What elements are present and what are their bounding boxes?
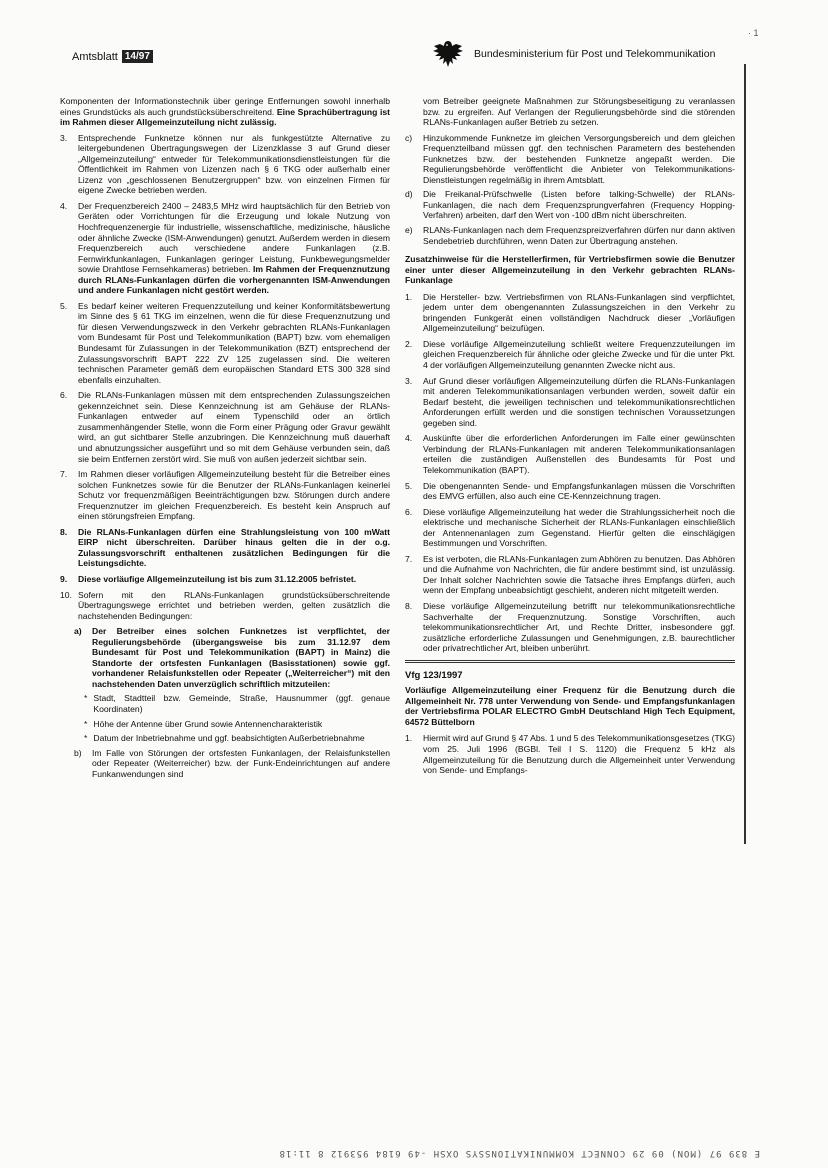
list-item: 5. Die obengenannten Sende- und Empfangsfunkanlagen müssen die Vorschriften des EMVG erfüllen, also auch eine CE-Kennzeichnung tragen. (405, 480, 735, 502)
list-item: 7. Im Rahmen dieser vorläufigen Allgemeinzuteilung besteht für die Betreiber eines solchen Funknetzes sowie für die Benutzer der RLANs-Funkanlagen keinerlei Schutz vor frequenzmäßigen Beeinträchtigungen bzw. Störungen durch andere Frequenznutzer im gleichen Frequenzbereich. Es besteht kein Anspruch auf einen störungsfreien Empfang. (60, 469, 390, 522)
left-column (60, 96, 390, 783)
sub-item-c: c) Hinzukommende Funknetze im gleichen Versorgungsbereich und dem gleichen Frequenzteilband müssen ggf. den technischen Parametern des bestehenden Funknetzes bzw. der bestehenden Funknetze angepaßt werden. Die Regulierungsbehörde veröffentlicht die Anbieter von Telekommunikations-Dienstleistungen regelmäßig in ihrem Amtsblatt. (405, 132, 735, 185)
margin-line (744, 64, 750, 844)
list-item: 8. Die RLANs-Funkanlagen dürfen eine Strahlungsleistung von 100 mWatt EIRP nicht überschreiten. Darüber hinaus gelten die in der o.g. Zulassungsvorschrift enthaltenen zusätzlichen Bedingungen für die Leistungsdichte. (60, 526, 390, 569)
list-item: 4. Der Frequenzbereich 2400 – 2483,5 MHz wird hauptsächlich für den Betrieb von Geräten oder Vorrichtungen für die Erzeugung und lokale Nutzung von Hochfrequenzenergie für industrielle, wissenschaftliche, medizinische, häusliche oder ähnliche Zwecke (ISM-Anwendungen) genutzt. Außerdem werden in diesem Frequenzbereich auch verschiedene andere Funkanlagen (z.B. Fernwirkfunkanlagen, Funkanlagen geringer Leistung, Funkbewegungsmelder sowie Drahtlose Fernsehkameras) betrieben. Im Rahmen der Frequenznutzung durch RLANs-Funkanlagen dürfen die vorhergenannten ISM-Anwendungen und andere Funkanlagen nicht gestört werden. (60, 200, 390, 296)
list-item: 6. Diese vorläufige Allgemeinzuteilung hat weder die Strahlungssicherheit noch die elektrische und mechanische Sicherheit der RLANs-Funkanlagen einschließlich der Antennenanlagen zum Gegenstand. Hierfür gelten die einschlägigen Bestimmungen und Vorschriften. (405, 506, 735, 549)
header-left (72, 50, 153, 63)
bullet-item: * Stadt, Stadtteil bzw. Gemeinde, Straße, Hausnummer (ggf. genaue Koordinaten) (84, 693, 390, 714)
list-item: 9. Diese vorläufige Allgemeinzuteilung ist bis zum 31.12.2005 befristet. (60, 573, 357, 584)
list-item: 10. Sofern mit den RLANs-Funkanlagen grundstücksüberschreitende Übertragungswege errichtet und betrieben werden, gelten zusätzlich die nachstehenden Bedingungen: (60, 589, 390, 621)
list-item: 2. Diese vorläufige Allgemeinzuteilung schließt weitere Frequenzzuteilungen im gleichen Frequenzbereich für ähnliche oder gleiche Zwecke und für die unter Pkt. 4 der vorläufigen Allgemeinzuteilung genannten Zwecke nicht aus. (405, 338, 735, 371)
decree-title: Vorläufige Allgemeinzuteilung einer Frequenz für die Benutzung durch die Allgemeinheit Nr. 778 unter Verwendung von Sende- und Empfangsfunkanlagen der Vertriebsfirma POLAR ELECTRO GmbH Deutschland High Tech Equipment, 64572 Büttelborn (405, 685, 735, 727)
list-item: 6. Die RLANs-Funkanlagen müssen mit dem entsprechenden Zulassungszeichen gekennzeichnet sein. Diese Kennzeichnung ist am Gehäuse der RLANs-Funkanlagen entweder auf einem Typenschild oder an örtlich zusammenhängender Stelle, wonn die Form einer Prägung oder Gravur gewählt wird, an gut sichtbarer Stelle anzubringen. Die Kennzeichnung muß dauerhaft und abnutzungssicher ausgeführt und so mit dem Gehäuse verbunden sein, daß sie beim Entfernen zerstört wird. Sie muß von außen jederzeit sichtbar sein. (60, 390, 390, 464)
list-item: 5. Es bedarf keiner weiteren Frequenzzuteilung und keiner Konformitätsbewertung im Sinne des § 61 TKG im einzelnen, wenn die für diese Frequenznutzung und für diesen Verwendungszweck in den Verkehr gebrachten RLANs-Funkanlagen vom Bundesamt für Post und Telekommunikation (BAPT) bzw. vom ehemaligen Bundesamt für Zulassungen in der Telekommunikation (BZT) entsprechend der Zulassungsvorschrift BAPT 222 ZV 125 zugelassen sind. Die weiteren technischen Parameter gemäß dem europäischen Standard ETS 300 328 sind ebenfalls einzuhalten. (60, 300, 390, 385)
list-item: 1. Hiermit wird auf Grund § 47 Abs. 1 und 5 des Telekommunikationsgesetzes (TKG) vom 25. Juli 1996 (BGBl. Teil I S. 1120) die Frequenz 5 kHz als Allgemeinzuteilung für die Benutzung durch die Allgemeinheit unter Verwendung von Sende- und Empfangs- (405, 733, 735, 776)
issue-badge: 14/97 (122, 50, 153, 63)
list-item: 1. Die Hersteller- bzw. Vertriebsfirmen von RLANs-Funkanlagen sind verpflichtet, jedem unter dem obengenannten Zulassungszeichen in den Verkehr zu bringenden Funkgerät einen vollständigen Nachdruck dieser „Vorläufigen Allgemeinzuteilung“ beizufügen. (405, 291, 735, 334)
continuation-paragraph: vom Betreiber geeignete Maßnahmen zur Störungsbeseitigung zu veranlassen bzw. zu ergreifen. Auf Verlangen der Regulierungsbehörde sind die störenden RLANs-Funkanlagen außer Betrieb zu setzen. (423, 96, 735, 128)
sub-item-e: e) RLANs-Funkanlagen nach dem Frequenzspreizverfahren dürfen nur dann aktiven Sendebetrieb durchführen, wenn Daten zur Übertragung anstehen. (405, 225, 735, 246)
sub-item-d: d) Die Freikanal-Prüfschwelle (Listen before talking-Schwelle) der RLANs-Funkanlagen, die nach dem Frequenzsprungverfahren (Frequency Hopping-Verfahren) arbeiten, darf den Wert von -100 dBm nicht überschreiten. (405, 189, 735, 221)
right-column (405, 96, 735, 781)
fax-header-line: E 839 97 (MON) 09 29 CONNECT KOMMUNIKATIONSSYS OXSH -49 6184 953912 8 11:18 (278, 1148, 760, 1158)
federal-eagle-icon (430, 38, 466, 70)
bullet-item: * Datum der Inbetriebnahme und ggf. beabsichtigten Außerbetriebnahme (84, 733, 365, 744)
section-title: Zusatzhinweise für die Herstellerfirmen, für Vertriebsfirmen sowie die Benutzer einer unter dieser Allgemeinzuteilung in den Verkehr gebrachten RLANs-Funkanlage (405, 254, 735, 286)
ministry-name: Bundesministerium für Post und Telekommunikation (474, 48, 716, 60)
corner-mark: · 1 (748, 28, 759, 38)
sub-item-a: a) Der Betreiber eines solchen Funknetzes ist verpflichtet, der Regulierungsbehörde (übergangsweise bis zum 31.12.97 dem Bundesamt für Post und Telekommunikation (BAPT) in Mainz) die Standorte der ortsfesten Funkanlagen (Basisstationen) sowie ggf. vorhandener Relaisfunkstellen oder Repeater („Weiterreicher“) mit den nachstehenden Daten unverzüglich schriftlich mitzuteilen: (74, 626, 390, 689)
gazette-label: Amtsblatt (72, 50, 118, 63)
decree-number: Vfg 123/1997 (405, 669, 463, 681)
sub-item-b: b) Im Falle von Störungen der ortsfesten Funkanlagen, der Relaisfunkstellen oder Repeater (Weiterreicher) bzw. der Funk-Endeinrichtungen auf andere Funkanwendungen sind (74, 747, 390, 779)
header-right (430, 38, 715, 70)
section-divider (405, 660, 735, 663)
list-item: 7. Es ist verboten, die RLANs-Funkanlagen zum Abhören zu benutzen. Das Abhören und die Aufnahme von Nachrichten, die für andere bestimmt sind, ist unzulässig. Der Inhalt solcher Nachrichten sowie die Tatsache ihres Empfangs dürfen, auch wenn der Empfang unbeabsichtigt geschieht, anderen nicht mitgeteilt werden. (405, 553, 735, 596)
bullet-item: * Höhe der Antenne über Grund sowie Antennencharakteristik (84, 718, 323, 729)
list-item: 3. Entsprechende Funknetze können nur als funkgestützte Alternative zu leitergebundenen Übertragungswegen der Lizenzklasse 3 auf Grund dieser „Allgemeinzuteilung“ entweder für Telekommunikationsdienstleistungen für die Öffentlichkeit im Rahmen von Lizenzen nach § 6 TKG oder außerhalb einer Lizenz von „geschlossenen Benutzergruppen“ bzw. von einzelnen Firmen für eigene Zwecke betrieben werden. (60, 132, 390, 196)
intro-paragraph: Komponenten der Informationstechnik über geringe Entfernungen sowohl innerhalb eines Grundstücks als auch grundstücksüberschreitend. Eine Sprachübertragung ist im Rahmen dieser Allgemeinzuteilung nicht zulässig. (60, 96, 390, 128)
list-item: 8. Diese vorläufige Allgemeinzuteilung betrifft nur telekommunikationsrechtliche Sachverhalte der Frequenznutzung. Sonstige Vorschriften, auch telekommunikationsrechtlicher Art, und Rechte Dritter, insbesondere ggf. zusätzliche erforderliche Zulassungen und Genehmigungen, z.B. baurechtlicher oder privatrechtlicher Art, bleiben unberührt. (405, 600, 735, 654)
list-item: 4. Auskünfte über die erforderlichen Anforderungen im Falle einer gewünschten Verbindung der RLANs-Funkanlagen mit anderen Telekommunikationsanlagen erteilen die zuständigen Außenstellen des Bundesamts für Post und Telekommunikation (BAPT). (405, 433, 735, 475)
list-item: 3. Auf Grund dieser vorläufigen Allgemeinzuteilung dürfen die RLANs-Funkanlagen mit anderen Telekommunikationsanlagen verbunden werden, soweit dafür ein Bedarf besteht, die jeweiligen technischen und telekommunikationsrechtlichen Anforderungen erfüllt werden und die sonstigen technischen Voraussetzungen gegeben sind. (405, 375, 735, 428)
